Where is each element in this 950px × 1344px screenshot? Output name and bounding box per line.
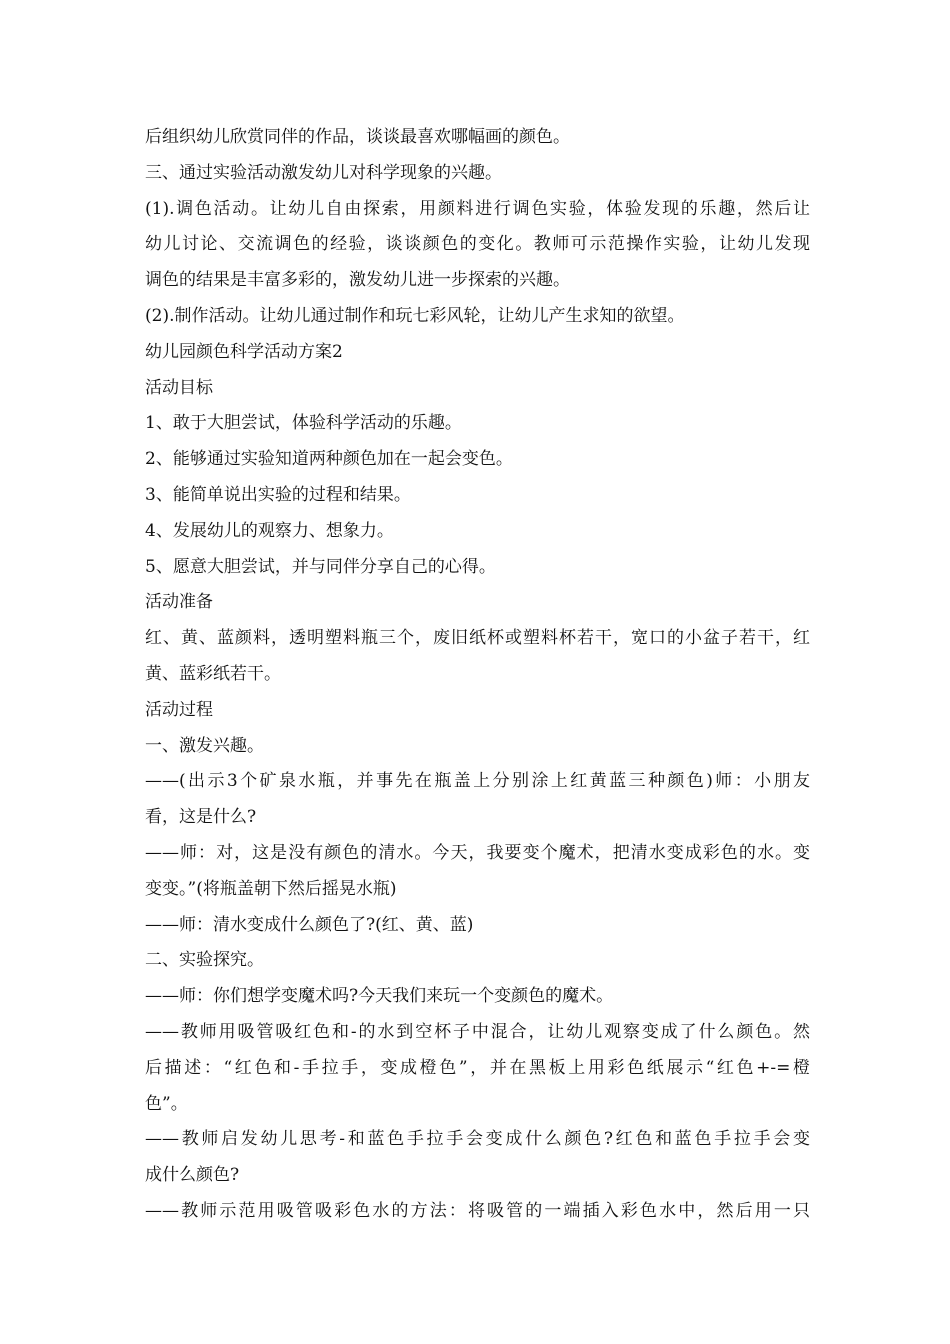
text-line: 成什么颜色?	[145, 1165, 240, 1186]
text-line: ——师：清水变成什么颜色了?(红、黄、蓝)	[145, 914, 474, 935]
text-line: 活动准备	[145, 592, 213, 613]
text-line: ——(出示3个矿泉水瓶，并事先在瓶盖上分别涂上红黄蓝三种颜色)师：小朋友	[145, 771, 810, 792]
text-line: 4、发展幼儿的观察力、想象力。	[145, 520, 394, 541]
text-line: 2、能够通过实验知道两种颜色加在一起会变色。	[145, 449, 513, 470]
text-line: 活动目标	[145, 377, 213, 398]
text-line: 变变。”(将瓶盖朝下然后摇晃水瓶)	[145, 878, 397, 899]
text-line: (1).调色活动。让幼儿自由探索，用颜料进行调色实验，体验发现的乐趣，然后让	[145, 198, 810, 219]
text-line: 三、通过实验活动激发幼儿对科学现象的兴趣。	[145, 162, 502, 183]
text-line: 红、黄、蓝颜料，透明塑料瓶三个，废旧纸杯或塑料杯若干，宽口的小盆子若干，红	[145, 628, 810, 649]
text-line: 一、激发兴趣。	[145, 735, 264, 756]
text-line: (2).制作活动。让幼儿通过制作和玩七彩风轮，让幼儿产生求知的欲望。	[145, 305, 685, 326]
text-line: 调色的结果是丰富多彩的，激发幼儿进一步探索的兴趣。	[145, 270, 570, 291]
text-line: 5、愿意大胆尝试，并与同伴分享自己的心得。	[145, 556, 496, 577]
text-line: ——教师示范用吸管吸彩色水的方法：将吸管的一端插入彩色水中，然后用一只	[145, 1200, 810, 1221]
text-line: 二、实验探究。	[145, 950, 264, 971]
text-line: 后描述：“红色和-手拉手，变成橙色”，并在黑板上用彩色纸展示“红色+-=橙	[145, 1057, 810, 1078]
text-line: 1、敢于大胆尝试，体验科学活动的乐趣。	[145, 413, 462, 434]
text-line: ——师：你们想学变魔术吗?今天我们来玩一个变颜色的魔术。	[145, 986, 614, 1007]
text-line: ——师：对，这是没有颜色的清水。今天，我要变个魔术，把清水变成彩色的水。变	[145, 842, 810, 863]
text-line: 活动过程	[145, 699, 213, 720]
text-line: 3、能简单说出实验的过程和结果。	[145, 484, 411, 505]
text-line: 色”。	[145, 1093, 188, 1114]
text-line: 看，这是什么?	[145, 807, 257, 828]
text-line: 幼儿讨论、交流调色的经验，谈谈颜色的变化。教师可示范操作实验，让幼儿发现	[145, 234, 810, 255]
text-line: 幼儿园颜色科学活动方案2	[145, 341, 343, 362]
text-line: 后组织幼儿欣赏同伴的作品，谈谈最喜欢哪幅画的颜色。	[145, 127, 570, 147]
text-line: ——教师启发幼儿思考-和蓝色手拉手会变成什么颜色?红色和蓝色手拉手会变	[145, 1129, 810, 1150]
text-line: ——教师用吸管吸红色和-的水到空杯子中混合，让幼儿观察变成了什么颜色。然	[145, 1021, 810, 1042]
document-page	[145, 120, 810, 1230]
text-line: 黄、蓝彩纸若干。	[145, 663, 281, 684]
